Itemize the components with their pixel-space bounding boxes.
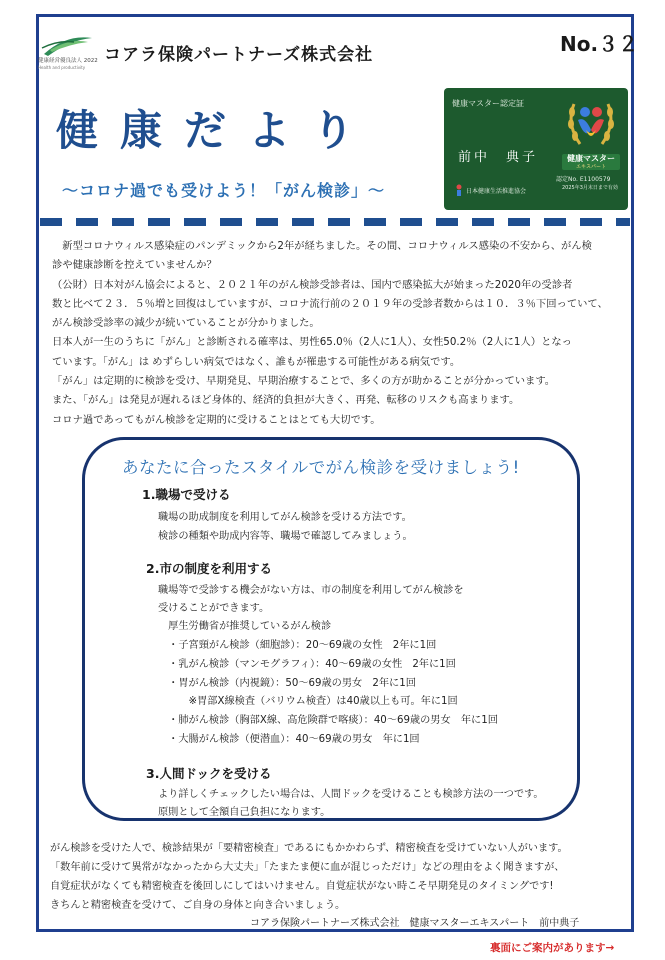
intro-line: ています。「がん」は めずらしい病気ではなく、誰もが罹患する可能性がある病気です。 (52, 355, 461, 368)
section-city-line: ・乳がん検診（マンモグラフィ）：40～69歳の女性 2年に1回 (158, 659, 456, 670)
author-signature: コアラ保険パートナーズ株式会社 健康マスターエキスパート 前中典子 (250, 918, 580, 929)
laurel-badge-icon (564, 96, 618, 152)
section-dock-line: より詳しくチェックしたい場合は、人間ドックを受けることも検診方法の一つです。 (158, 789, 544, 800)
closing-line: 自覚症状がなくても精密検査を後回しにしてはいけません。自覚症状がない時こそ早期発見のタイミングです! (50, 881, 554, 892)
certificate-ribbon (562, 154, 620, 170)
issue-number: No.３２ (560, 32, 639, 56)
section-city-line: ・大腸がん検診（便潜血）：40～69歳の男女 年に1回 (158, 734, 420, 745)
dashed-divider (40, 218, 630, 226)
section-dock-title: 3.人間ドックを受ける (146, 766, 272, 781)
frame-right-border (631, 14, 634, 932)
closing-text (50, 839, 630, 915)
backside-notice-link[interactable]: 裏面にご案内があります→ (490, 942, 615, 954)
association-logo-icon (454, 184, 464, 196)
newsletter-title: 健康だより (56, 106, 377, 155)
logo-text: 健康経営優良法人 2022 (38, 58, 98, 64)
section-city-title: 2.市の制度を利用する (146, 561, 272, 576)
certificate-validity: 2025年3月末日まで有効 (562, 185, 618, 191)
company-name: コアラ保険パートナーズ株式会社 (104, 45, 374, 65)
box-heading: あなたに合ったスタイルでがん検診を受けましょう! (122, 458, 520, 477)
section-city-line: 職場等で受診する機会がない方は、市の制度を利用してがん検診を (158, 585, 464, 596)
frame-bottom-border (36, 929, 634, 932)
intro-line: 「がん」は定期的に検診を受け、早期発見、早期治療することで、多くの方が助かることが分かっています。 (52, 375, 556, 388)
section-city-line: 厚生労働省が推奨しているがん検診 (158, 621, 332, 632)
intro-line: また、「がん」は発見が遅れるほど身体的、経済的負担が大きく、再発、転移のリスクも高まります。 (52, 394, 520, 407)
frame-top-border (36, 14, 634, 17)
logo-subtext: Health and productivity (38, 65, 86, 70)
closing-line: 「数年前に受けて異常がなかったから大丈夫」「たまたま便に血が混じっただけ」などの理由をよく聞きますが、 (50, 862, 565, 873)
intro-line: 数と比べて２３．５％増と回復はしていますが、コロナ流行前の２０１９年の受診者数からは１０．３％下回っていて、 (52, 297, 608, 310)
ribbon-title: 健康マスター (567, 154, 615, 163)
intro-line: （公財）日本対がん協会によると、２０２１年のがん検診受診者は、国内で感染拡大が始まった2020年の受診者 (52, 278, 573, 291)
section-workplace-line: 職場の助成制度を利用してがん検診を受ける方法です。 (158, 512, 412, 523)
newsletter-subtitle: ～コロナ過でも受けよう！「がん検診」～ (62, 181, 386, 200)
health-master-certificate (444, 88, 628, 210)
section-dock-line: 原則として全額自己負担になります。 (158, 807, 331, 818)
intro-line: 日本人が一生のうちに「がん」と診断される確率は、男性65.0％（2人に1人）、女性50.2％（2人に1人）となっ (52, 336, 572, 349)
certificate-number: 認定No. E1100579 (556, 176, 611, 183)
closing-line: がん検診を受けた人で、検診結果が「要精密検査」であるにもかかわらず、精密検査を受けていない人がいます。 (50, 843, 568, 854)
section-city-line: ・肺がん検診（胸部X線、高危険群で喀痰）：40～69歳の男女 年に1回 (158, 715, 498, 726)
section-workplace-title: 1.職場で受ける (142, 487, 231, 502)
intro-line: 新型コロナウィルス感染症のパンデミックから2年が経ちました。その間、コロナウィルス感染の不安から、がん検 (52, 240, 592, 252)
frame-left-border (36, 14, 39, 932)
certificate-organization: 日本健康生活推進協会 (466, 188, 527, 195)
ribbon-subtitle: エキスパート (576, 164, 606, 170)
intro-text (52, 237, 624, 430)
section-workplace-line: 検診の種類や助成内容等、職場で確認してみましょう。 (158, 531, 413, 542)
certificate-label: 健康マスター認定証 (452, 99, 524, 108)
section-city-line: ・子宮頸がん検診（細胞診）：20～69歳の女性 2年に1回 (158, 640, 437, 651)
logo-swoosh-icon (40, 32, 94, 58)
intro-line: がん検診受診率の減少が続いていることが分かりました。 (52, 317, 320, 330)
health-management-logo (38, 32, 96, 74)
section-city-line: ・胃がん検診（内視鏡）：50～69歳の男女 2年に1回 (158, 678, 416, 689)
closing-line: きちんと精密検査を受けて、ご自身の身体と向き合いましょう。 (50, 900, 346, 911)
section-city-line: 受けることができます。 (158, 603, 270, 614)
section-city-line: ※胃部X線検査（バリウム検査）は40歳以上も可。年に1回 (158, 696, 458, 707)
intro-line: 診や健康診断を控えていませんか？ (52, 259, 217, 272)
intro-line: コロナ過であってもがん検診を定期的に受けることはとても大切です。 (52, 413, 381, 426)
certificate-holder-name: 前中 典子 (458, 150, 539, 165)
